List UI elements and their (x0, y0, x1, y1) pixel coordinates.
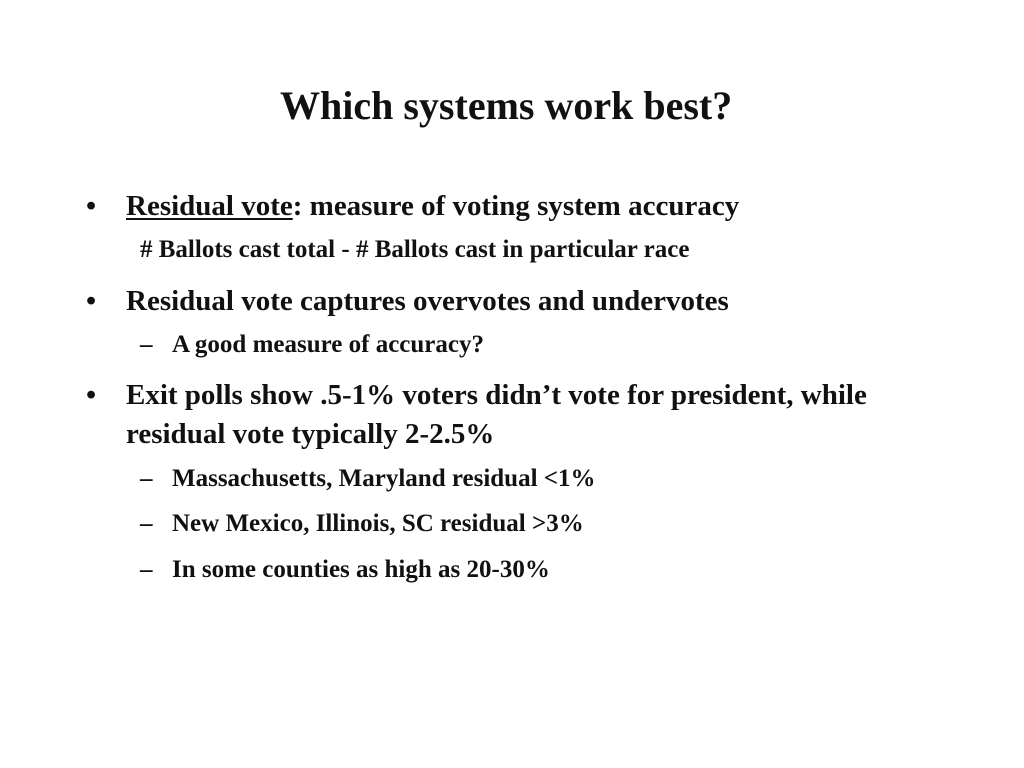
bullet-marker: • (86, 379, 97, 411)
bullet-text: Residual vote captures overvotes and undervotes (126, 285, 729, 317)
dash-marker: – (140, 465, 153, 492)
dash-marker: – (140, 510, 153, 537)
sub-bullet-text: In some counties as high as 20-30% (172, 556, 550, 583)
sub-bullet-new-mexico (140, 510, 584, 538)
sub-bullet-text: A good measure of accuracy? (172, 331, 484, 358)
bullet-exit-polls (86, 376, 966, 454)
bullet-marker: • (86, 190, 97, 222)
sub-bullet-some-counties (140, 556, 550, 584)
dash-marker: – (140, 556, 153, 583)
sub-bullet-text: New Mexico, Illinois, SC residual >3% (172, 510, 584, 537)
residual-vote-term: Residual vote (126, 190, 293, 222)
bullet-text: Exit polls show .5-1% voters didn’t vote for president, while residual vote typically 2-2.5% (126, 379, 867, 450)
bullet-captures (86, 282, 966, 321)
bullet-text (126, 187, 966, 226)
residual-vote-formula: # Ballots cast total - # Ballots cast in particular race (140, 236, 690, 263)
bullet-marker: • (86, 285, 97, 317)
sub-bullet-text: Massachusetts, Maryland residual <1% (172, 465, 596, 492)
residual-vote-definition: : measure of voting system accuracy (292, 190, 740, 222)
dash-marker: – (140, 331, 153, 358)
sub-bullet-good-measure (140, 331, 484, 359)
sub-bullet-massachusetts (140, 465, 596, 493)
bullet-residual-vote (86, 187, 966, 226)
slide-title: Which systems work best? (280, 83, 733, 128)
